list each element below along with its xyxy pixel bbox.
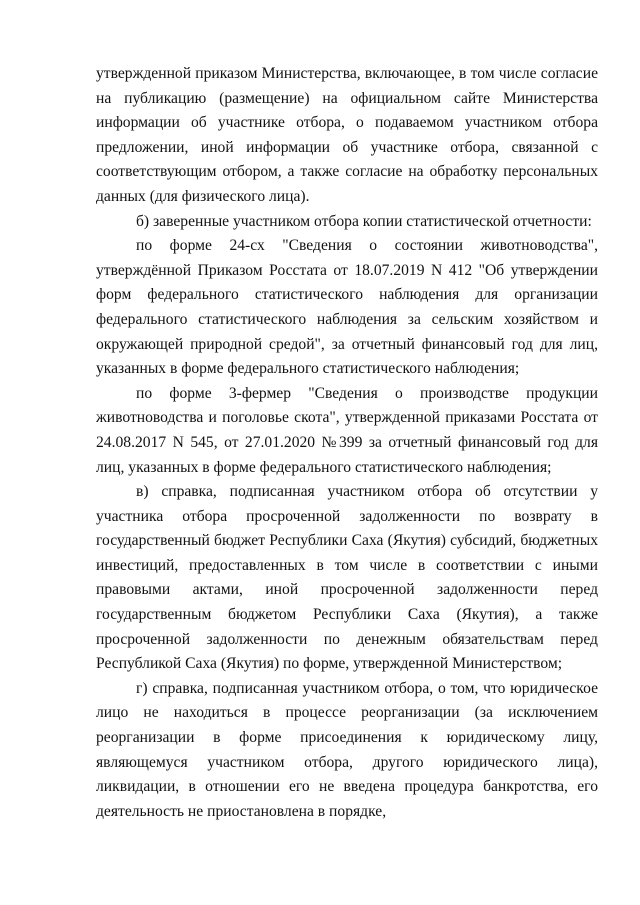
paragraph-consent-continuation: утвержденной приказом Министерства, включающее, в том числе согласие на публикацию (размещение) на официальном сайте Министерства информации об участнике отбора, о подаваемом участником отбора предложении, иной информации об участнике отбора, связанной с соответствующим отбором, а также согласие на обработку персональных данных (для физического лица).: [96, 65, 598, 205]
paragraph-item-b: б) заверенные участником отбора копии статистической отчетности:: [136, 212, 592, 230]
document-body: [96, 62, 598, 824]
paragraph-form-3-fermer: по форме 3-фермер "Сведения о производстве продукции животноводства и поголовье скота", утвержденной приказами Росстата от 24.08.2017 N 545, от 27.01.2020 №399 за отчетный финансовый год для лиц, указанных в форме федерального статистического наблюдения;: [96, 384, 598, 476]
paragraph-item-v: в) справка, подписанная участником отбора об отсутствии у участника отбора просроченной задолженности по возврату в государственный бюджет Республики Саха (Якутия) субсидий, бюджетных инвестиций, предоставленных в том числе в соответствии с иными правовыми актами, иной просроченной задолженности перед государственным бюджетом Республики Саха (Якутия), а также просроченной задолженности по денежным обязательствам перед Республикой Саха (Якутия) по форме, утвержденной Министерством;: [96, 483, 598, 673]
paragraph-form-24-sh: по форме 24-сх "Сведения о состоянии животноводства", утверждённой Приказом Росстата от 18.07.2019 N 412 "Об утверждении форм федерального статистического наблюдения для организации федерального статистического наблюдения за сельским хозяйством и окружающей природной средой", за отчетный финансовый год для лиц, указанных в форме федерального статистического наблюдения;: [96, 237, 598, 378]
paragraph-item-g: г) справка, подписанная участником отбора, о том, что юридическое лицо не находиться в процессе реорганизации (за исключением реорганизации в форме присоединения к юридическому лицу, являющемуся участником отбора, другого юридического лица), ликвидации, в отношении его не введена процедура банкротства, его деятельность не приостановлена в порядке,: [96, 679, 598, 820]
